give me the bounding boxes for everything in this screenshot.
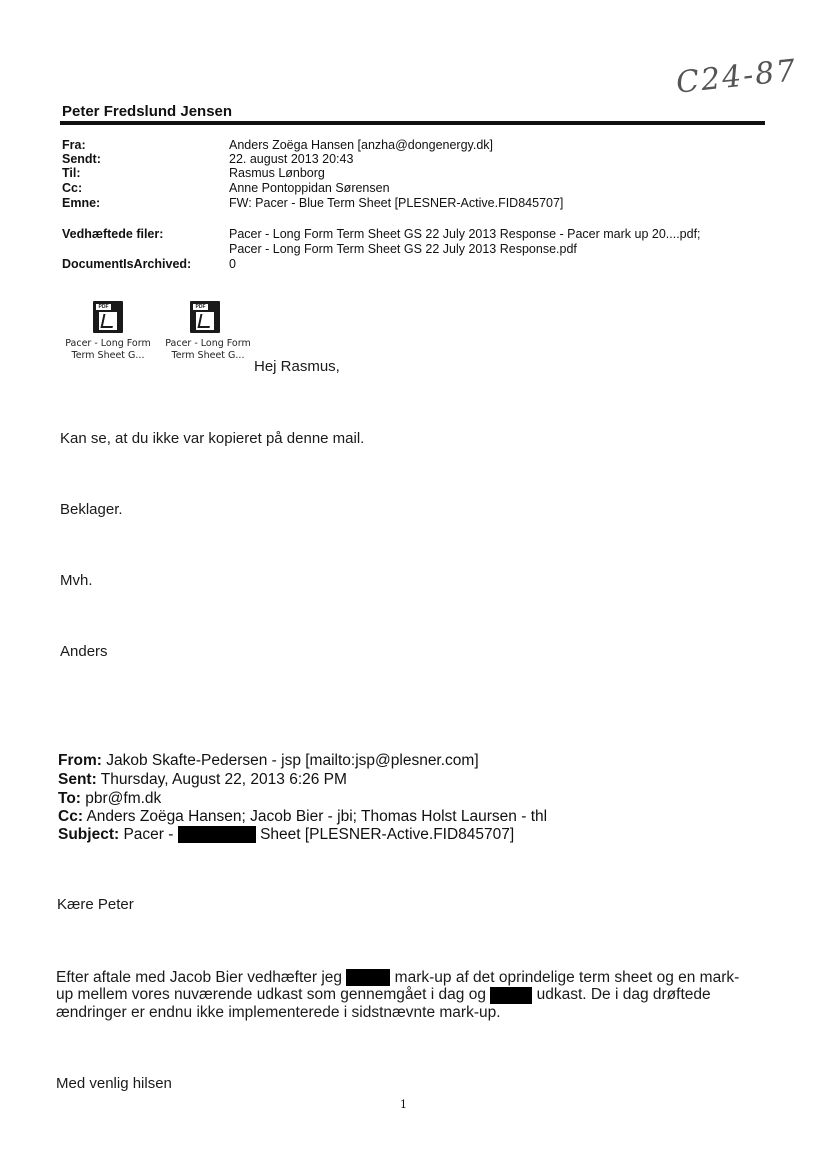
forwarded-cc-row bbox=[58, 807, 547, 826]
paragraph-part-2: mark-up af det oprindelige term sheet og en mark-up mellem vores nuværende udkast som gennemgået i dag og bbox=[56, 969, 740, 1004]
body-line-3: Mvh. bbox=[60, 572, 93, 589]
sent-value: 22. august 2013 20:43 bbox=[229, 152, 354, 166]
header-divider bbox=[60, 121, 765, 125]
to-value: Rasmus Lønborg bbox=[229, 166, 325, 180]
pdf-file-icon[interactable] bbox=[190, 301, 220, 333]
subject-value: FW: Pacer - Blue Term Sheet [PLESNER-Active.FID845707] bbox=[229, 196, 564, 210]
subject-label: Emne: bbox=[62, 196, 101, 210]
forwarded-subject-row bbox=[58, 825, 514, 844]
cc-value: Anne Pontoppidan Sørensen bbox=[229, 181, 390, 195]
forwarded-to-row bbox=[58, 789, 161, 808]
forwarded-from-label: From: bbox=[58, 752, 102, 769]
body-line-1: Kan se, at du ikke var kopieret på denne mail. bbox=[60, 430, 365, 447]
forwarded-subject-suffix: Sheet [PLESNER-Active.FID845707] bbox=[260, 826, 515, 843]
forwarded-from-value: Jakob Skafte-Pedersen - jsp [mailto:jsp@plesner.com] bbox=[106, 752, 479, 769]
from-value: Anders Zoëga Hansen [anzha@dongenergy.dk] bbox=[229, 138, 494, 152]
attachment-label-1[interactable] bbox=[58, 338, 158, 362]
forwarded-to-value: pbr@fm.dk bbox=[85, 790, 162, 807]
archived-label: DocumentIsArchived: bbox=[62, 257, 192, 271]
pdf-file-icon[interactable] bbox=[93, 301, 123, 333]
forwarded-sent-row bbox=[58, 770, 347, 789]
attachment-label-2[interactable] bbox=[158, 338, 258, 362]
forwarded-from-row bbox=[58, 751, 479, 770]
body-greeting: Hej Rasmus, bbox=[254, 358, 340, 375]
paragraph-part-3: udkast. De i dag drøftede ændringer er endnu ikke implementerede i sidstnævnte mark-up. bbox=[56, 986, 711, 1021]
body-line-2: Beklager. bbox=[60, 501, 123, 518]
archived-value: 0 bbox=[229, 257, 236, 271]
redaction-block bbox=[178, 826, 256, 843]
pdf-tag: PDF bbox=[193, 304, 208, 310]
redaction-block bbox=[346, 969, 390, 986]
forwarded-cc-label: Cc: bbox=[58, 808, 83, 825]
forwarded-subject-prefix: Pacer - bbox=[123, 826, 174, 843]
attachment-label-line2: Term Sheet G... bbox=[171, 350, 245, 361]
forwarded-greeting: Kære Peter bbox=[57, 896, 134, 913]
handwritten-note: C24-87 bbox=[674, 53, 799, 101]
forwarded-subject-label: Subject: bbox=[58, 826, 120, 843]
paragraph-part-1: Efter aftale med Jacob Bier vedhæfter jeg bbox=[56, 969, 343, 986]
attachment-label-line1: Pacer - Long Form bbox=[65, 338, 151, 349]
page-number: 1 bbox=[400, 1098, 407, 1111]
attachment-label-line2: Term Sheet G... bbox=[71, 350, 145, 361]
sent-label: Sendt: bbox=[62, 152, 101, 166]
forwarded-closing: Med venlig hilsen bbox=[56, 1075, 172, 1092]
body-signature: Anders bbox=[60, 643, 108, 660]
attachments-value-line2: Pacer - Long Form Term Sheet GS 22 July 2013 Response.pdf bbox=[229, 242, 577, 256]
redaction-block bbox=[490, 987, 532, 1004]
forwarded-paragraph bbox=[56, 969, 756, 1021]
forwarded-cc-value: Anders Zoëga Hansen; Jacob Bier - jbi; Thomas Holst Laursen - thl bbox=[86, 808, 548, 825]
forwarded-sent-value: Thursday, August 22, 2013 6:26 PM bbox=[100, 771, 347, 788]
forwarded-to-label: To: bbox=[58, 790, 81, 807]
attachments-label: Vedhæftede filer: bbox=[62, 227, 164, 241]
mailbox-owner-name: Peter Fredslund Jensen bbox=[62, 103, 233, 120]
attachment-label-line1: Pacer - Long Form bbox=[165, 338, 251, 349]
attachments-value-line1: Pacer - Long Form Term Sheet GS 22 July 2013 Response - Pacer mark up 20....pdf; bbox=[229, 227, 701, 241]
cc-label: Cc: bbox=[62, 181, 83, 195]
to-label: Til: bbox=[62, 166, 81, 180]
forwarded-sent-label: Sent: bbox=[58, 771, 97, 788]
pdf-tag: PDF bbox=[96, 304, 111, 310]
from-label: Fra: bbox=[62, 138, 86, 152]
